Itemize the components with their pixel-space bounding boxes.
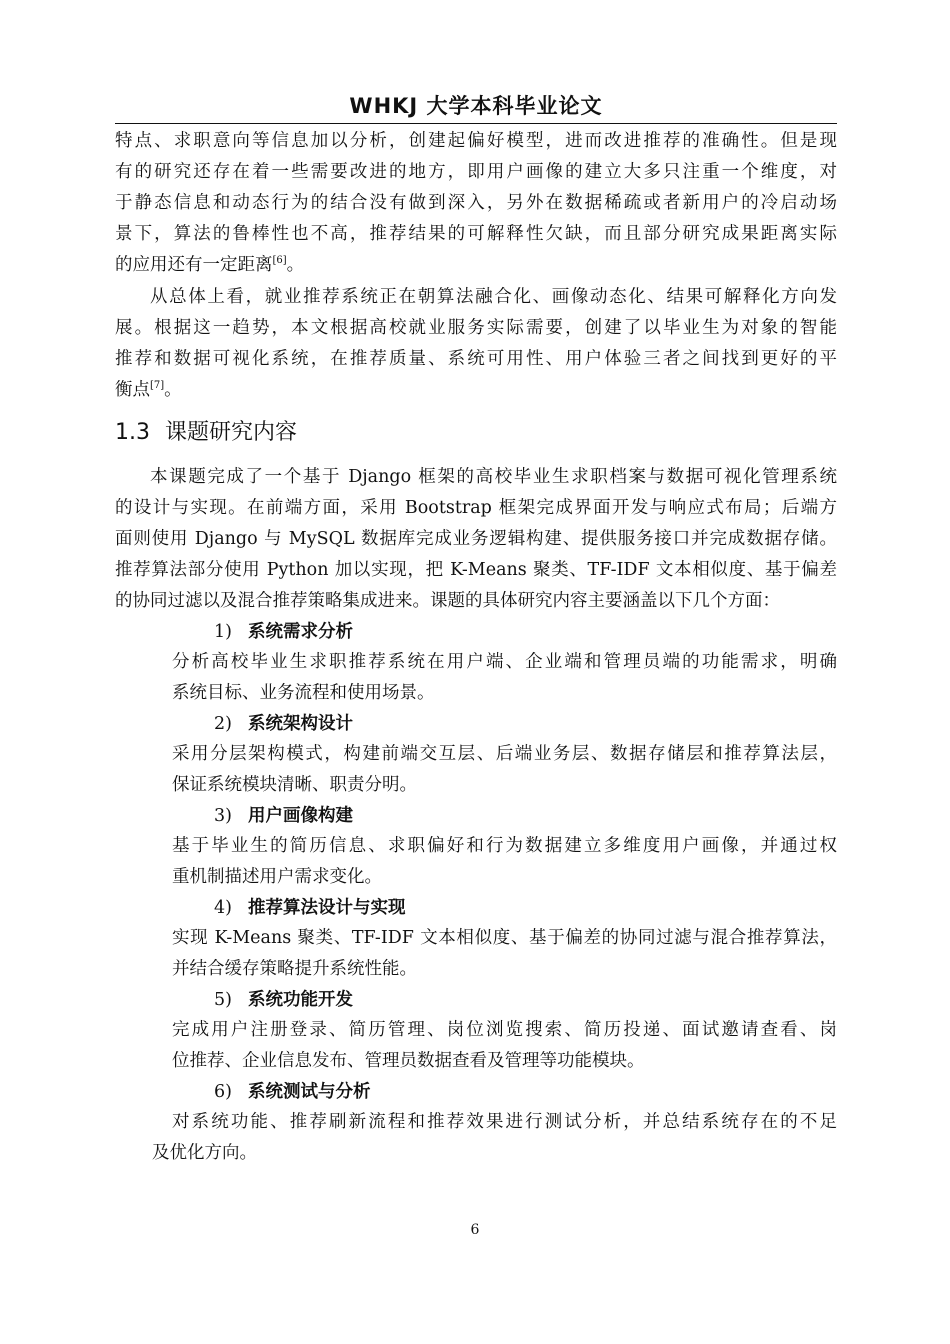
section-paragraph (115, 462, 837, 617)
list-item-title: 3) 用户画像构建 (214, 806, 353, 826)
intro-paragraph-2 (115, 282, 837, 406)
text-line: 展。根据这一趋势，本文根据高校就业服务实际需要，创建了以毕业生为对象的智能 (115, 318, 837, 338)
section-title: 课题研究内容 (165, 420, 298, 445)
text-line: 推荐和数据可视化系统，在推荐质量、系统可用性、用户体验三者之间找到更好的平 (115, 349, 837, 369)
list-item-body: 基于毕业生的简历信息、求职偏好和行为数据建立多维度用户画像，并通过权 重机制描述用户需求变化。 (172, 836, 837, 887)
citation: [7] (150, 380, 165, 391)
header-rule (115, 123, 837, 124)
text-line: 景下，算法的鲁棒性也不高，推荐结果的可解释性欠缺，而且部分研究成果距离实际 (115, 224, 837, 244)
section-number: 1.3 (115, 420, 150, 445)
text-line: 推荐算法部分使用 Python 加以实现，把 K-Means 聚类、TF-IDF 文本相似度、基于偏差 (115, 560, 837, 580)
list-item-body: 对系统功能、推荐刷新流程和推荐效果进行测试分析，并总结系统存在的不足 及优化方向。 (152, 1112, 837, 1163)
text-line: 本课题完成了一个基于 Django 框架的高校毕业生求职档案与数据可视化管理系统 (150, 467, 837, 487)
page-number: 6 (470, 1222, 480, 1238)
list-item-title: 2) 系统架构设计 (214, 714, 353, 734)
text-line: 从总体上看，就业推荐系统正在朝算法融合化、画像动态化、结果可解释化方向发 (150, 287, 837, 307)
intro-paragraph-1 (115, 126, 837, 281)
citation: [6] (272, 255, 287, 266)
list-item-title: 1) 系统需求分析 (214, 622, 353, 642)
text-line: 的应用还有一定距离[6]。 (115, 255, 305, 275)
list-item-body: 实现 K-Means 聚类、TF-IDF 文本相似度、基于偏差的协同过滤与混合推荐算法， 并结合缓存策略提升系统性能。 (172, 928, 837, 979)
text-line: 有的研究还存在着一些需要改进的地方，即用户画像的建立大多只注重一个维度，对 (115, 162, 837, 182)
text-line: 面则使用 Django 与 MySQL 数据库完成业务逻辑构建、提供服务接口并完成数据存储。 (115, 529, 837, 549)
page-header: WHKJ 大学本科毕业论文 (349, 94, 603, 118)
text-line: 的协同过滤以及混合推荐策略集成进来。课题的具体研究内容主要涵盖以下几个方面： (115, 591, 780, 611)
list-item-title: 6) 系统测试与分析 (214, 1082, 371, 1102)
text-line: 的设计与实现。在前端方面，采用 Bootstrap 框架完成界面开发与响应式布局；后端方 (115, 498, 837, 518)
list-item-body: 完成用户注册登录、简历管理、岗位浏览搜索、简历投递、面试邀请查看、岗 位推荐、企业信息发布、管理员数据查看及管理等功能模块。 (172, 1020, 837, 1071)
list-item-title: 4) 推荐算法设计与实现 (214, 898, 406, 918)
list-item-title: 5) 系统功能开发 (214, 990, 353, 1010)
section-heading (115, 417, 297, 449)
text-line: 衡点[7]。 (115, 380, 182, 400)
list-item-body: 分析高校毕业生求职推荐系统在用户端、企业端和管理员端的功能需求，明确 系统目标、业务流程和使用场景。 (172, 652, 837, 703)
text-line: 特点、求职意向等信息加以分析，创建起偏好模型，进而改进推荐的准确性。但是现 (115, 131, 837, 151)
list-item-body: 采用分层架构模式，构建前端交互层、后端业务层、数据存储层和推荐算法层， 保证系统模块清晰、职责分明。 (172, 744, 837, 795)
text-line: 于静态信息和动态行为的结合没有做到深入，另外在数据稀疏或者新用户的冷启动场 (115, 193, 837, 213)
